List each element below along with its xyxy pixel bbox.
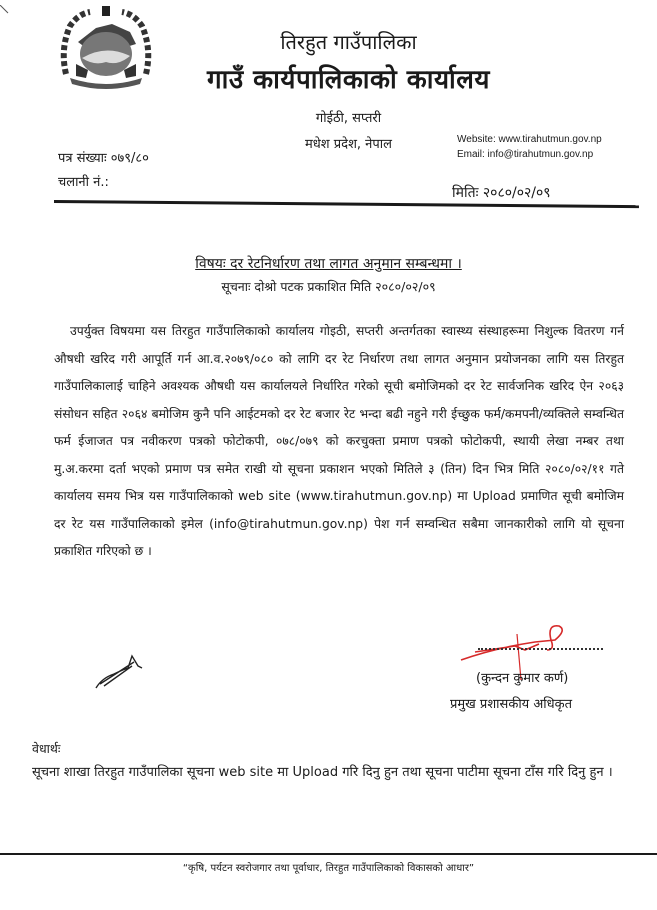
body-paragraph: उपर्युक्त विषयमा यस तिरहुत गाउँपालिकाको कार्यालय गोइठी, सप्तरी अन्तर्गतका स्वास्थ्य संस्थाहरूमा निशुल्क वितरण गर्न औषधी खरिद गरी आपूर्ति गर्न आ.व.२०७९/०८० को लागि दर रेट निर्धारण तथा लागत अनुमान प्रयोजनका लागि यस तिरहुत गाउँपालिकालाई चाहिने अवश्यक औषधी यस कार्यालयले निर्धारित गरेको सूची बमोजिमको दर रेट सार्वजनिक खरिद ऐन २०६३ संसोधन सहित २०६४ बमोजिम कुनै पनि आईटमको दर रेट बजार रेट भन्दा बढी नहुने गरी ईच्छुक फर्म/कमपनी/व्यक्तिले सम्वन्धित फर्म ईजाजत पत्र नवीकरण पत्रको फोटोकपी, ०७८/०७९ को करचुक्ता प्रमाण पत्रको फोटोकपी, स्थायी लेखा नम्बर तथा मु.अ.करमा दर्ता भएको प्रमाण पत्र समेत राखी यो सूचना प्रकाशन भएको मितिले ३ (तिन) दिन भित्र मिति २०८०/०२/११ गते कार्यालय समय भित्र यस गाउँपालिकाको web site (www.tirahutmun.gov.np) मा Upload प्रमाणित सूची बमोजिम दर रेट यस गाउँपालिकाको इमेल (info@tirahutmun.gov.np) पेश गर्न सम्वन्धित सबैमा जानकारीको लागि यो सूचना प्रकाशित गरिएको छ ।: [54, 324, 625, 558]
office-name: गाउँ कार्यपालिकाको कार्यालय: [207, 65, 490, 95]
publication-notice: सूचनाः दोश्रो पटक प्रकाशित मिति २०८०/०२/०९: [221, 279, 436, 294]
website-text: Website: www.tirahutmun.gov.np: [457, 134, 602, 145]
subject-title: विषयः दर रेटनिर्धारण तथा लागत अनुमान सम्बन्धमा ।: [195, 256, 462, 272]
signature-line: [478, 648, 603, 650]
header-divider: [54, 200, 639, 208]
dispatch-number: चलानी नं.:: [58, 175, 109, 190]
copy-to-text: सूचना शाखा तिरहुत गाउँपालिका सूचना web site मा Upload गरि दिनु हुन तथा सूचना पाटीमा सूचना टाँस गरि दिनु हुन ।: [32, 765, 613, 780]
contact-info: [457, 132, 602, 162]
copy-to-label: वेधार्थः: [32, 741, 61, 756]
reference-number: पत्र संख्याः ०७९/८०: [58, 151, 149, 166]
letter-date: मितिः २०८०/०२/०९: [452, 185, 551, 201]
municipality-name: तिरहुत गाउँपालिका: [280, 30, 417, 54]
address-line-2: मधेश प्रदेश, नेपाल: [305, 137, 392, 152]
signatory-name: (कुन्दन कुमार कर्ण): [476, 671, 569, 686]
footer-divider: [0, 853, 657, 855]
footer-motto: “कृषि, पर्यटन स्वरोजगार तथा पूर्वाधार, तिरहुत गाउँपालिकाको विकासको आधार”: [182, 863, 475, 874]
scan-edge-mark: [0, 0, 10, 10]
initial-signature-icon: [92, 650, 152, 690]
email-text: Email: info@tirahutmun.gov.np: [457, 149, 594, 160]
signatory-designation: प्रमुख प्रशासकीय अधिकृत: [450, 697, 573, 712]
address-line-1: गोईठी, सप्तरी: [315, 111, 382, 126]
